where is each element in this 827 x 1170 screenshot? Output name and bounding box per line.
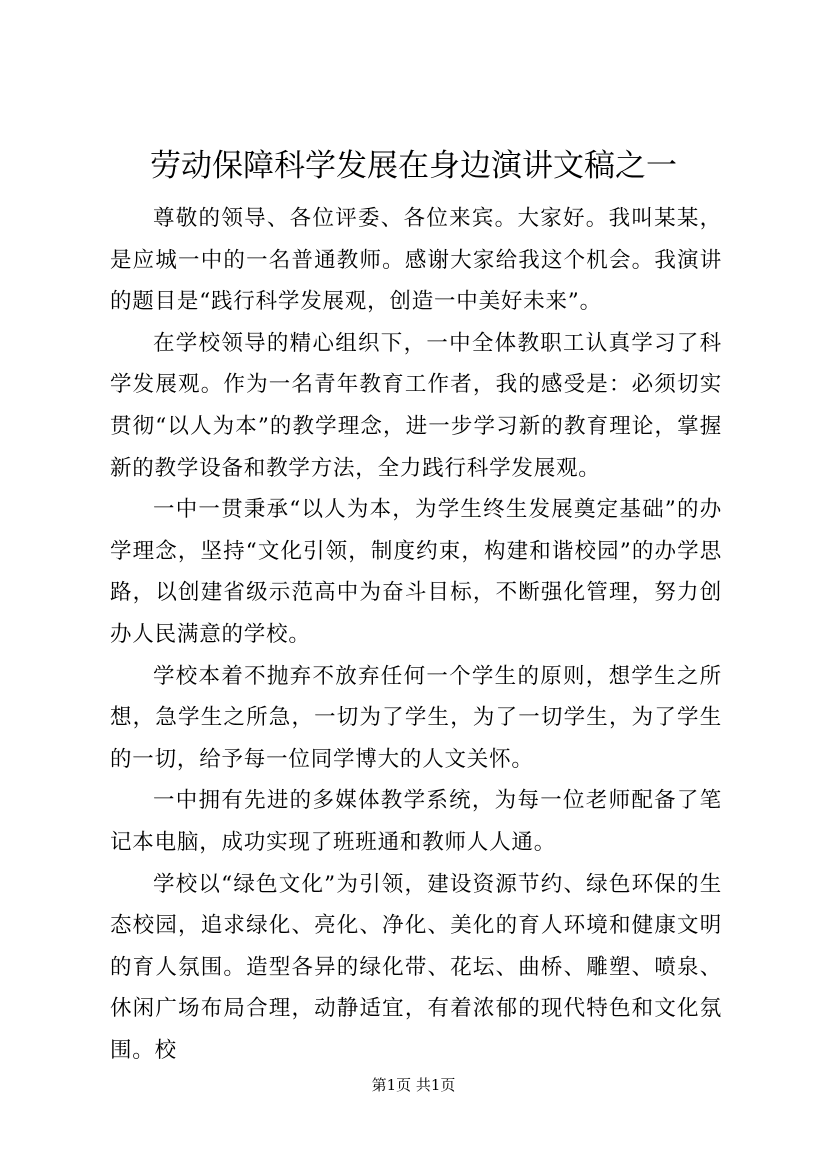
paragraph: 一中一贯秉承“以人为本，为学生终生发展奠定基础”的办学理念，坚持“文化引领，制度约束，构建和谐校园”的办学思路，以创建省级示范高中为奋斗目标，不断强化管理，努力创办人民满意的学校。: [110, 497, 722, 647]
paragraph: 一中拥有先进的多媒体教学系统，为每一位老师配备了笔记本电脑，成功实现了班班通和教师人人通。: [110, 788, 722, 855]
document-title: 劳动保障科学发展在身边演讲文稿之一: [150, 148, 677, 184]
paragraph: 在学校领导的精心组织下，一中全体教职工认真学习了科学发展观。作为一名青年教育工作者，我的感受是：必须切实贯彻“以人为本”的教学理念，进一步学习新的教育理论，掌握新的教学设备和教学方法，全力践行科学发展观。: [110, 330, 722, 481]
paragraph: 学校本着不抛弃不放弃任何一个学生的原则，想学生之所想，急学生之所急，一切为了学生，为了一切学生，为了学生的一切，给予每一位同学博大的人文关怀。: [110, 663, 722, 772]
paragraph: 学校以“绿色文化”为引领，建设资源节约、绿色环保的生态校园，追求绿化、亮化、净化、美化的育人环境和健康文明的育人氛围。造型各异的绿化带、花坛、曲桥、雕塑、喷泉、休闲广场布局合理，动静适宜，有着浓郁的现代特色和文化氛围。校: [110, 871, 722, 1063]
document-body: [110, 198, 722, 1071]
page-footer: 第1页 共1页: [371, 1076, 456, 1094]
paragraph: 尊敬的领导、各位评委、各位来宾。大家好。我叫某某，是应城一中的一名普通教师。感谢大家给我这个机会。我演讲的题目是“践行科学发展观，创造一中美好未来”。: [110, 206, 722, 315]
